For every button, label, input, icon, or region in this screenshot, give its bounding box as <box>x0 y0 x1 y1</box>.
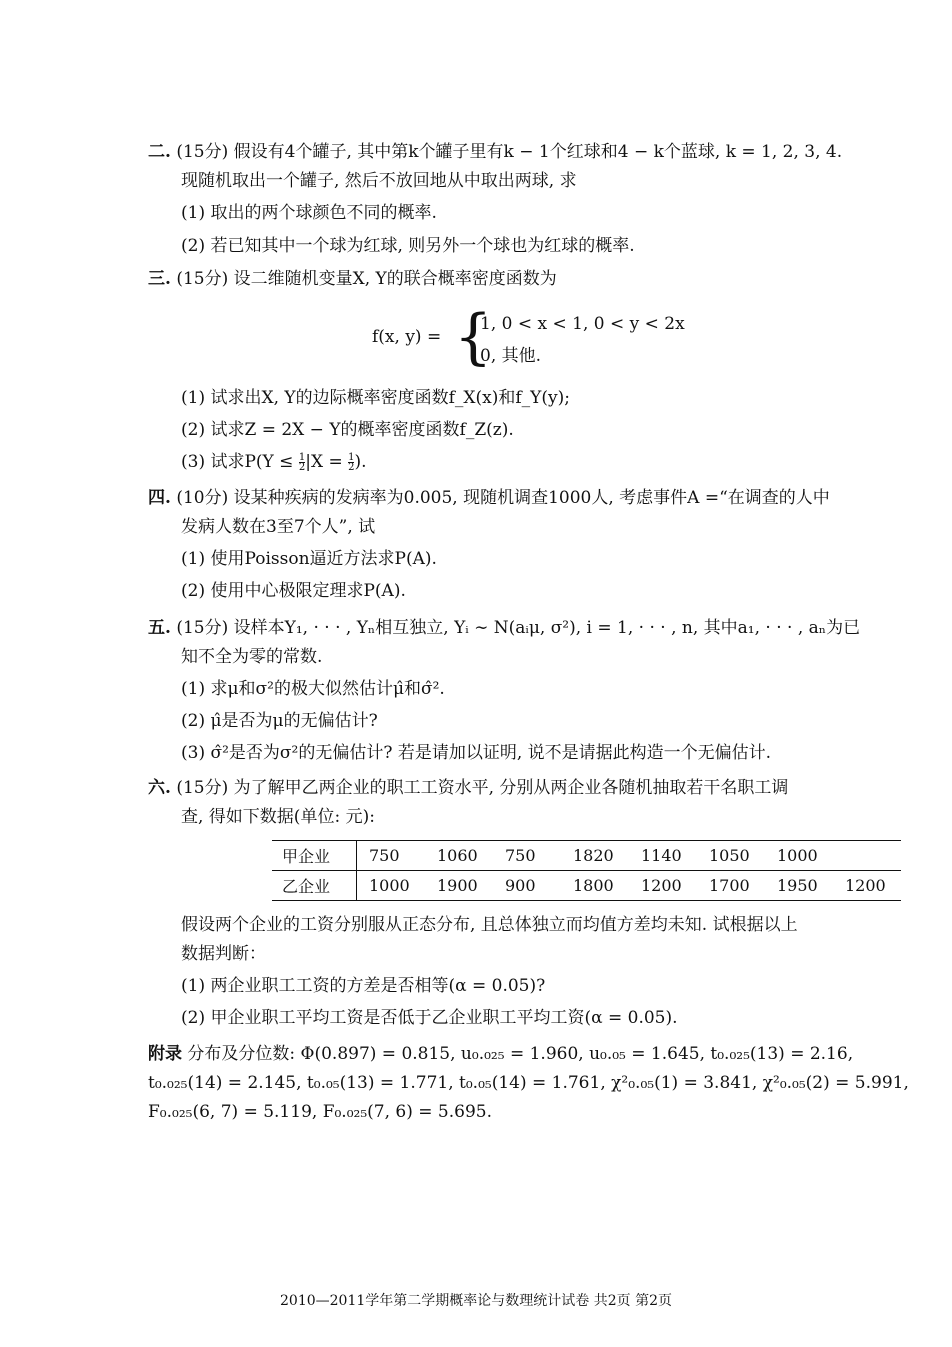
q2-sub1: (1) 取出的两个球颜色不同的概率. <box>181 203 437 223</box>
table-cell: 1820 <box>561 841 629 871</box>
q6-text-1: (15分) 为了解甲乙两企业的职工工资水平, 分别从两企业各随机抽取若干名职工调 <box>176 778 789 798</box>
table-cell: 1050 <box>697 841 765 871</box>
q4-line1 <box>148 487 830 509</box>
formula-lhs: f(x, y) = <box>372 327 442 347</box>
q6-sub1: (1) 两企业职工工资的方差是否相等(α = 0.05)? <box>181 976 546 996</box>
table-cell: 1950 <box>765 871 833 901</box>
appendix-text-1: 分布及分位数: Φ(0.897) = 0.815, u₀.₀₂₅ = 1.960, u₀.₀₅ = 1.645, t₀.₀₂₅(13) = 2.16, <box>187 1044 854 1064</box>
q4-sub1: (1) 使用Poisson逼近方法求P(A). <box>181 549 437 569</box>
q3-text-1: (15分) 设二维随机变量X, Y的联合概率密度函数为 <box>176 269 557 289</box>
table-cell: 1000 <box>765 841 833 871</box>
q3-number: 三. <box>148 269 171 289</box>
q2-number: 二. <box>148 142 171 162</box>
q5-sub3: (3) σ̂²是否为σ²的无偏估计? 若是请加以证明, 说不是请据此构造一个无偏估计. <box>181 743 772 763</box>
table-cell <box>833 841 901 871</box>
table-cell: 1900 <box>425 871 493 901</box>
formula-case-2: 0, 其他. <box>480 346 542 366</box>
table-cell: 750 <box>357 841 426 871</box>
joint-density-formula <box>372 302 702 372</box>
q5-sub1: (1) 求μ和σ²的极大似然估计μ̂和σ̂². <box>181 679 445 699</box>
q6-after1: 假设两个企业的工资分别服从正态分布, 且总体独立而均值方差均未知. 试根据以上 <box>181 915 798 935</box>
appendix-line2: t₀.₀₂₅(14) = 2.145, t₀.₀₅(13) = 1.771, t₀.₀₅(14) = 1.761, χ²₀.₀₅(1) = 3.841, χ²₀.₀₅(2) = 5.991, <box>148 1073 909 1093</box>
q2-text-1: (15分) 假设有4个罐子, 其中第k个罐子里有k − 1个红球和4 − k个蓝球, k = 1, 2, 3, 4. <box>176 142 843 162</box>
wage-data-table <box>272 840 901 901</box>
fraction-half-2: $\frac{1}{2}$ <box>348 452 355 473</box>
q6-line1 <box>148 777 788 799</box>
q4-number: 四. <box>148 488 171 508</box>
table-cell: 1140 <box>629 841 697 871</box>
row-label: 甲企业 <box>272 841 357 871</box>
q3-sub3-mid: |X = <box>305 452 343 472</box>
formula-brace: { <box>454 302 493 372</box>
q6-after2: 数据判断： <box>181 944 266 964</box>
table-cell: 1200 <box>629 871 697 901</box>
q6-sub2: (2) 甲企业职工平均工资是否低于乙企业职工平均工资(α = 0.05). <box>181 1008 678 1028</box>
row-label: 乙企业 <box>272 871 357 901</box>
formula-case-1: 1, 0 < x < 1, 0 < y < 2x <box>480 314 685 334</box>
q5-number: 五. <box>148 618 171 638</box>
table-cell: 1800 <box>561 871 629 901</box>
fraction-half: $\frac{1}{2}$ <box>298 452 306 473</box>
q3-sub3-post: ). <box>354 452 367 472</box>
q3-sub3-pre: (3) 试求P(Y ≤ <box>181 452 294 472</box>
q3-line1 <box>148 268 557 290</box>
q5-text-1: (15分) 设样本Y₁, · · · , Yₙ相互独立, Yᵢ ∼ N(aᵢμ, σ²), i = 1, · · · , n, 其中a₁, · · · , aₙ为已 <box>176 618 861 638</box>
table-row <box>272 871 901 901</box>
appendix-line1 <box>148 1043 853 1065</box>
table-cell: 1200 <box>833 871 901 901</box>
q4-sub2: (2) 使用中心极限定理求P(A). <box>181 581 406 601</box>
appendix-line3: F₀.₀₂₅(6, 7) = 5.119, F₀.₀₂₅(7, 6) = 5.695. <box>148 1102 492 1122</box>
page-footer: 2010—2011学年第二学期概率论与数理统计试卷 共2页 第2页 <box>280 1293 672 1309</box>
q4-text-1: (10分) 设某种疾病的发病率为0.005, 现随机调查1000人, 考虑事件A =“在调查的人中 <box>176 488 830 508</box>
q3-sub3 <box>181 451 367 473</box>
table-cell: 750 <box>493 841 561 871</box>
q2-line2: 现随机取出一个罐子, 然后不放回地从中取出两球, 求 <box>181 171 577 191</box>
q6-line2: 查, 得如下数据(单位: 元): <box>181 807 375 827</box>
q5-line1 <box>148 617 860 639</box>
table-cell: 1060 <box>425 841 493 871</box>
q4-line2: 发病人数在3至7个人”, 试 <box>181 517 376 537</box>
q5-line2: 知不全为零的常数. <box>181 647 323 667</box>
q2-line1 <box>148 141 842 163</box>
q3-sub1: (1) 试求出X, Y的边际概率密度函数f_X(x)和f_Y(y); <box>181 388 570 408</box>
q5-sub2: (2) μ̂是否为μ的无偏估计? <box>181 711 378 731</box>
q6-number: 六. <box>148 778 171 798</box>
q3-sub2: (2) 试求Z = 2X − Y的概率密度函数f_Z(z). <box>181 420 514 440</box>
appendix-title: 附录 <box>148 1044 182 1064</box>
table-cell: 1700 <box>697 871 765 901</box>
q2-sub2: (2) 若已知其中一个球为红球, 则另外一个球也为红球的概率. <box>181 236 635 256</box>
table-cell: 1000 <box>357 871 426 901</box>
table-row <box>272 841 901 871</box>
table-cell: 900 <box>493 871 561 901</box>
